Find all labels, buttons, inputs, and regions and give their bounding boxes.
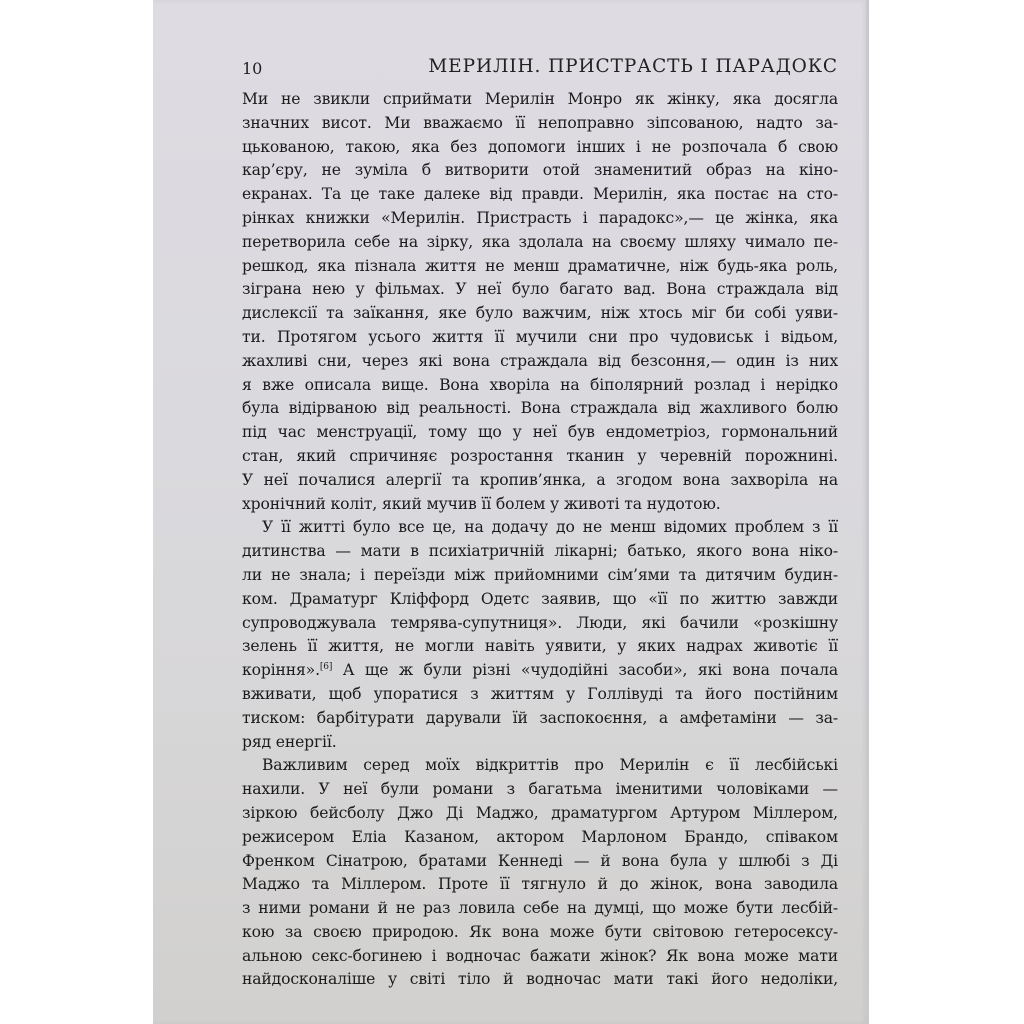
paragraph-1 <box>242 88 838 516</box>
book-page <box>153 0 869 1024</box>
text-line: дислексії та заїкання, яке було важчим, ніж хтось міг би собі уяви- <box>242 304 838 323</box>
page-number: 10 <box>242 59 263 78</box>
text-line: У неї почалися алергії та кропив’янка, а згодом вона захворіла на <box>242 470 838 489</box>
text-line: зелень її життя, не могли навіть уявити, у яких надрах животіє її <box>242 637 838 656</box>
body-text <box>242 88 838 992</box>
text-line: вживати, щоб упоратися з життям у Голлівуді та його постійним <box>242 684 838 703</box>
text-line: жахливі сни, через які вона страждала від безсоння,— один із них <box>242 351 838 370</box>
text-line: режисером Еліа Казаном, актором Марлоном Брандо, співаком <box>242 827 838 846</box>
footnote-reference[interactable]: [6] <box>319 661 333 672</box>
text-line: решкод, яка пізнала життя не менш драматичне, ніж будь-яка роль, <box>242 256 838 275</box>
book-title: МЕРИЛІН. ПРИСТРАСТЬ І ПАРАДОКС <box>428 56 838 77</box>
text-line: зіграна нею у фільмах. У неї було багато вад. Вона страждала від <box>242 280 838 299</box>
text-line: дитинства — мати в психіатричній лікарні; батько, якого вона ніко- <box>242 542 838 561</box>
text-line: рінках книжки «Мерилін. Пристрасть і парадокс»,— це жінка, яка <box>242 208 838 227</box>
text-line: перетворила себе на зірку, яка здолала на своєму шляху чимало пе- <box>242 232 838 251</box>
text-line: цькованою, такою, яка без допомоги інших і не розпочала б свою <box>242 137 838 156</box>
text-line: Френком Сінатрою, братами Кеннеді — й вона була у шлюбі з Ді <box>242 851 838 870</box>
text-line: супроводжувала темрява-супутниця». Люди, які бачили «розкішну <box>242 613 838 632</box>
text-line: Маджо та Міллером. Проте її тягнуло й до жінок, вона заводила <box>242 875 838 894</box>
paragraph-3 <box>242 754 838 992</box>
text-line-with-footnote <box>242 659 838 683</box>
text-line: кою за своєю природою. Як вона може бути світовою гетеросексу- <box>242 922 838 941</box>
text-line: під час менструації, тому що у неї був ендометріоз, гормональний <box>242 423 838 442</box>
text-line: зіркою бейсболу Джо Ді Маджо, драматургом Артуром Міллером, <box>242 803 838 822</box>
line-text: А ще ж були різні «чудодійні засоби», які вона почала <box>332 661 838 680</box>
paragraph-2 <box>242 516 838 754</box>
line-text: коріння». <box>242 661 320 680</box>
text-line: Ми не звикли сприймати Мерилін Монро як жінку, яка досягла <box>242 90 838 108</box>
text-line: ряд енергії. <box>242 732 337 751</box>
text-line: екранах. Та це таке далеке від правди. Мерилін, яка постає на сто- <box>242 185 838 204</box>
page-edge <box>866 0 869 1024</box>
text-line: Важливим серед моїх відкриттів про Мерилін є її лесбійські <box>262 756 838 775</box>
text-line: нахили. У неї були романи з багатьма іменитими чоловіками — <box>242 780 838 799</box>
text-line: У її житті було все це, на додачу до не менш відомих проблем з її <box>262 518 838 537</box>
text-line: ком. Драматург Кліффорд Одетс заявив, що «її по життю завжди <box>242 589 838 608</box>
text-line: тиском: барбітурати дарували їй заспокоєння, а амфетаміни — за- <box>242 708 838 727</box>
text-line: з ними романи й не раз ловила себе на думці, що може бути лесбій- <box>242 899 838 918</box>
text-line: я вже описала вище. Вона хворіла на біполярний розлад і нерідко <box>242 375 838 394</box>
text-line: ти. Протягом усього життя її мучили сни про чудовиськ і відьом, <box>242 327 838 346</box>
text-line: хронічний коліт, який мучив її болем у животі та нудотою. <box>242 494 721 513</box>
text-line: кар’єру, не зуміла б витворити отой знаменитий образ на кіно- <box>242 161 838 180</box>
running-head <box>242 56 838 86</box>
text-line: значних висот. Ми вважаємо її непоправно зіпсованою, надто за- <box>242 113 838 132</box>
text-line: альною секс-богинею і водночас бажати жінок? Як вона може мати <box>242 946 838 965</box>
text-line: найдосконаліше у світі тіло й водночас мати такі його недоліки, <box>242 970 838 989</box>
text-line: стан, який спричиняє розростання тканин у черевній порожнині. <box>242 446 838 465</box>
text-line: була відірваною від реальності. Вона страждала від жахливого болю <box>242 399 838 418</box>
text-line: ли не знала; і переїзди між прийомними сім’ями та дитячим будин- <box>242 565 838 584</box>
